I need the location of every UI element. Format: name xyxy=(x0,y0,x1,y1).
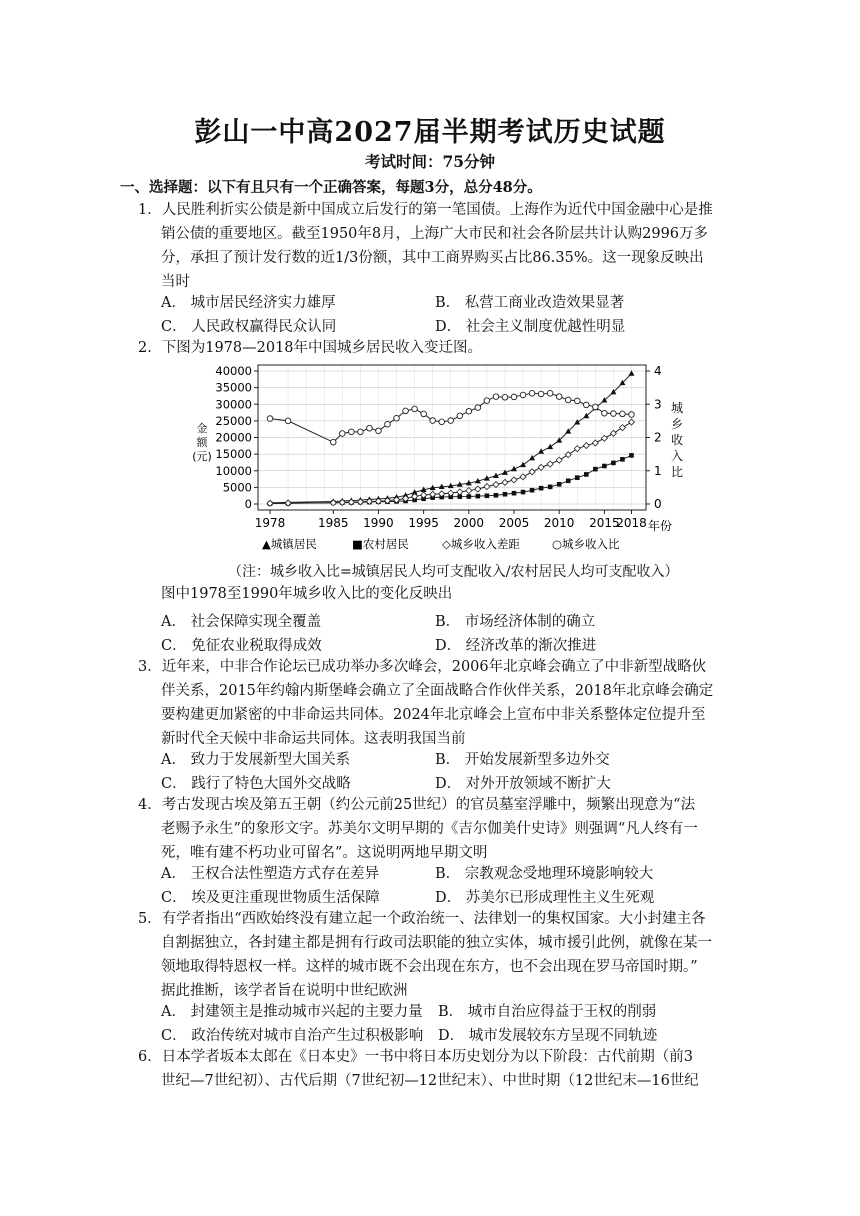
q1-option-c[interactable]: C． 人民政权赢得民众认同 xyxy=(161,319,337,335)
exam-time: 考试时间：75分钟 xyxy=(364,152,496,171)
data-point xyxy=(575,475,580,480)
svg-text:城: 城 xyxy=(670,401,684,415)
legend-item: ▲城镇居民 xyxy=(262,537,317,551)
data-point xyxy=(466,488,472,494)
x-tick-label: 1978 xyxy=(254,516,286,530)
data-point xyxy=(448,418,454,424)
data-point xyxy=(511,394,517,400)
q5-option-a[interactable]: A． 封建领主是推动城市兴起的主要力量 xyxy=(161,1004,423,1020)
data-point xyxy=(547,444,553,449)
svg-text:乡: 乡 xyxy=(670,417,684,431)
data-point xyxy=(557,482,562,487)
q2-option-c[interactable]: C． 免征农业税取得成效 xyxy=(161,638,322,654)
q1-option-d[interactable]: D． 社会主义制度优越性明显 xyxy=(435,319,626,335)
y-axis-label: 额 xyxy=(196,436,208,449)
q6-line: 世纪—7世纪初）、古代后期（7世纪初—12世纪末）、中世时期（12世纪末—16世纪 xyxy=(161,1073,699,1089)
x-tick-label: 2005 xyxy=(498,516,530,530)
data-point xyxy=(493,482,499,488)
x-tick-label: 2010 xyxy=(543,516,575,530)
data-point xyxy=(502,479,508,485)
y-tick-label: 10000 xyxy=(215,463,252,478)
q5-line: 据此推断，该学者旨在说明中世纪欧洲 xyxy=(161,983,408,999)
q1-line: 销公债的重要地区。截至1950年8月，上海广大市民和社会各阶层共计认购2996万多 xyxy=(161,226,709,242)
data-point xyxy=(403,408,409,414)
q5-line: 5．有学者指出“西欧始终没有建立起一个政治统一、法律划一的集权国家。大小封建主各 xyxy=(138,911,706,927)
q5-line: 领地取得特恩权一样。这样的城市既不会出现在东方，也不会出现在罗马帝国时期。” xyxy=(161,959,698,975)
x-tick-label: 2000 xyxy=(453,516,485,530)
q5-option-b[interactable]: B． 城市自治应得益于王权的削弱 xyxy=(438,1004,657,1020)
q2-option-b[interactable]: B． 市场经济体制的确立 xyxy=(435,614,596,630)
y2-tick-label: 4 xyxy=(654,364,662,378)
q4-option-b[interactable]: B． 宗教观念受地理环境影响较大 xyxy=(435,866,654,882)
data-point xyxy=(376,428,382,434)
data-point xyxy=(394,415,400,421)
data-point xyxy=(520,474,526,480)
data-point xyxy=(285,418,291,424)
data-point xyxy=(611,411,617,417)
data-point xyxy=(530,488,535,493)
data-point xyxy=(629,453,634,458)
data-point xyxy=(466,408,472,414)
data-point xyxy=(439,419,445,425)
y-tick-label: 0 xyxy=(244,497,252,511)
data-point xyxy=(484,398,490,404)
data-point xyxy=(358,429,364,435)
data-point xyxy=(467,494,472,499)
data-point xyxy=(457,489,463,495)
q3-line: 伴关系，2015年约翰内斯堡峰会确立了全面战略合作伙伴关系，2018年北京峰会确定 xyxy=(161,683,714,699)
data-point xyxy=(547,461,553,467)
data-point xyxy=(520,392,526,398)
legend-item: ◇城乡收入差距 xyxy=(442,537,520,551)
q5-line: 自割据独立，各封建主都是拥有行政司法职能的独立实体，城市援引此例，就像在某一 xyxy=(161,935,712,951)
y-tick-label: 40000 xyxy=(215,364,252,378)
income-chart xyxy=(190,360,700,560)
data-point xyxy=(267,416,273,422)
q5-option-c[interactable]: C． 政治传统对城市自治产生过积极影响 xyxy=(161,1028,424,1044)
data-point xyxy=(485,493,490,498)
data-point xyxy=(412,406,418,412)
q5-option-d[interactable]: D． 城市发展较东方呈现不同轨迹 xyxy=(438,1028,658,1044)
data-point xyxy=(539,486,544,491)
data-point xyxy=(520,462,526,467)
q4-line: 4．考古发现古埃及第五王朝（约公元前25世纪）的官员墓室浮雕中，频繁出现意为“法 xyxy=(138,797,696,813)
data-point xyxy=(629,412,635,418)
data-point xyxy=(592,440,598,446)
data-point xyxy=(349,429,355,435)
q4-line: 老赐予永生”的象形文字。苏美尔文明早期的《吉尔伽美什史诗》则强调“凡人终有一 xyxy=(161,821,698,837)
data-point xyxy=(601,435,607,441)
data-point xyxy=(565,452,571,458)
x-tick-label: 1985 xyxy=(317,516,349,530)
q4-option-d[interactable]: D． 苏美尔已形成理性主义生死观 xyxy=(435,890,655,906)
q6-line: 6．日本学者坂本太郎在《日本史》一书中将日本历史划分为以下阶段：古代前期（前3 xyxy=(138,1049,693,1065)
data-point xyxy=(610,430,616,436)
data-point xyxy=(583,402,589,408)
data-point xyxy=(593,404,599,410)
x-tick-label: 1990 xyxy=(363,516,394,530)
q1-line: 1．人民胜利折实公债是新中国成立后发行的第一笔国债。上海作为近代中国金融中心是推 xyxy=(138,202,713,218)
y-tick-label: 20000 xyxy=(215,430,252,445)
data-point xyxy=(430,418,436,424)
q2-question: 图中1978至1990年城乡收入比的变化反映出 xyxy=(161,586,453,602)
svg-text:比: 比 xyxy=(670,465,684,479)
data-point xyxy=(574,446,580,452)
q4-option-a[interactable]: A． 王权合法性塑造方式存在差异 xyxy=(161,866,380,882)
data-point xyxy=(548,485,553,490)
data-point xyxy=(367,425,373,431)
data-point xyxy=(538,464,544,470)
data-point xyxy=(611,461,616,466)
y-tick-label: 30000 xyxy=(215,397,252,412)
q3-option-d[interactable]: D． 对外开放领域不断扩大 xyxy=(435,776,611,792)
data-point xyxy=(529,455,535,460)
data-point xyxy=(521,490,526,495)
svg-text:入: 入 xyxy=(670,449,684,463)
data-point xyxy=(484,484,490,490)
q1-option-b[interactable]: B． 私营工商业改造效果显著 xyxy=(435,295,625,311)
x-tick-label: 2018 xyxy=(616,516,647,530)
y-axis-label: (元) xyxy=(192,450,212,463)
q3-option-b[interactable]: B． 开始发展新型多边外交 xyxy=(435,752,610,768)
data-point xyxy=(385,421,391,427)
q2-option-d[interactable]: D． 经济改革的渐次推进 xyxy=(435,638,597,654)
data-point xyxy=(475,405,481,411)
data-point xyxy=(512,491,517,496)
data-point xyxy=(620,411,626,417)
y2-tick-label: 0 xyxy=(654,497,662,511)
x-tick-label: 1995 xyxy=(408,516,439,530)
q1-line: 分，承担了预计发行数的近1/3份额，其中工商界购买占比86.35%。这一现象反映出 xyxy=(161,250,704,266)
y-tick-label: 15000 xyxy=(215,447,252,462)
data-point xyxy=(502,394,508,400)
x-axis-label: 年份 xyxy=(647,519,673,533)
data-point xyxy=(529,469,535,475)
section-heading: 一、选择题：以下有且只有一个正确答案，每题3分，总分48分。 xyxy=(120,179,542,196)
data-point xyxy=(547,390,553,396)
data-point xyxy=(602,410,608,416)
y-tick-label: 5000 xyxy=(222,480,252,495)
x-tick-label: 2015 xyxy=(589,516,620,530)
data-point xyxy=(574,398,580,404)
data-point xyxy=(593,467,598,472)
data-point xyxy=(566,479,571,484)
y2-tick-label: 2 xyxy=(654,430,662,445)
data-point xyxy=(620,457,625,462)
data-point xyxy=(574,419,580,424)
data-point xyxy=(511,477,517,483)
data-point xyxy=(476,494,481,499)
data-point xyxy=(556,394,562,400)
chart-legend xyxy=(262,537,620,551)
y-tick-label: 25000 xyxy=(215,413,252,428)
data-point xyxy=(339,431,345,437)
q4-line: 死，唯有建不朽功业可留名”。这说明两地早期文明 xyxy=(161,845,488,861)
q2-line: 2．下图为1978—2018年中国城乡居民收入变迁图。 xyxy=(138,340,483,356)
data-point xyxy=(475,486,481,492)
data-point xyxy=(619,425,625,431)
q2-option-a[interactable]: A． 社会保障实现全覆盖 xyxy=(161,614,322,630)
data-point xyxy=(628,419,634,425)
q4-option-c[interactable]: C． 埃及更注重现世物质生活保障 xyxy=(161,890,380,906)
page-title: 彭山一中高2027届半期考试历史试题 xyxy=(194,117,666,148)
data-point xyxy=(538,448,544,453)
data-point xyxy=(583,443,589,449)
data-point xyxy=(584,472,589,477)
q3-line: 要构建更加紧密的中非命运共同体。2024年北京峰会上宣布中非关系整体定位提升至 xyxy=(161,707,706,723)
data-point xyxy=(330,439,336,445)
data-point xyxy=(421,411,427,417)
y2-tick-label: 3 xyxy=(654,397,662,412)
legend-item: ○城乡收入比 xyxy=(552,537,620,551)
svg-text:收: 收 xyxy=(670,433,684,447)
chart-note: （注：城乡收入比=城镇居民人均可支配收入/农村居民人均可支配收入） xyxy=(228,564,679,580)
data-point xyxy=(602,464,607,469)
data-point xyxy=(529,390,535,396)
y-axis-label: 金 xyxy=(196,422,208,435)
data-point xyxy=(538,391,544,397)
y-tick-label: 35000 xyxy=(215,380,252,395)
data-point xyxy=(493,394,499,400)
y2-tick-label: 1 xyxy=(654,463,662,478)
q1-line: 当时 xyxy=(161,274,190,290)
data-point xyxy=(565,397,571,403)
legend-item: ■农村居民 xyxy=(352,537,409,551)
q3-line: 3．近年来，中非合作论坛已成功举办多次峰会，2006年北京峰会确立了中非新型战略伙 xyxy=(138,659,707,675)
data-point xyxy=(503,492,508,497)
data-point xyxy=(494,493,499,498)
q3-option-a[interactable]: A． 致力于发展新型大国关系 xyxy=(161,752,351,768)
data-point xyxy=(556,457,562,463)
q3-line: 新时代全天候中非命运共同体。这表明我国当前 xyxy=(161,731,466,747)
q3-option-c[interactable]: C． 践行了特色大国外交战略 xyxy=(161,776,351,792)
q1-option-a[interactable]: A． 城市居民经济实力雄厚 xyxy=(161,295,336,311)
data-point xyxy=(457,413,463,419)
y2-axis-label xyxy=(671,401,683,479)
